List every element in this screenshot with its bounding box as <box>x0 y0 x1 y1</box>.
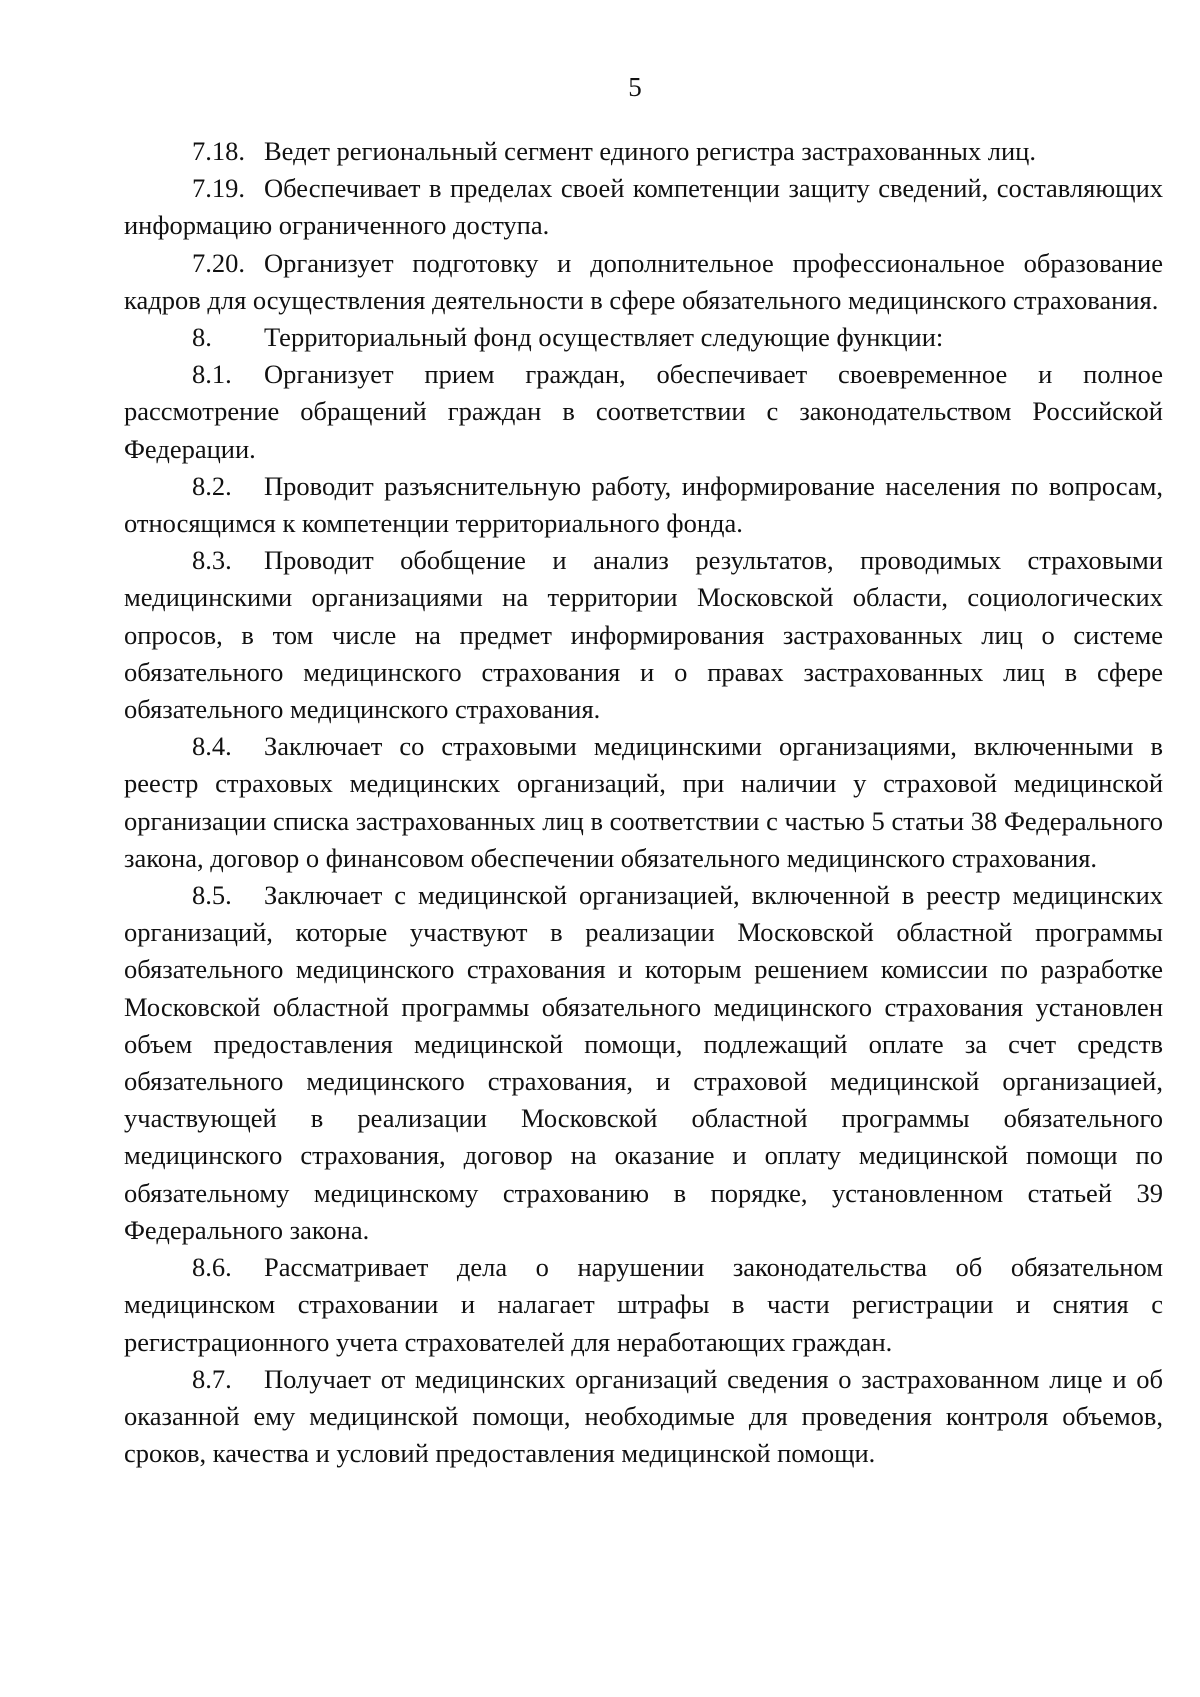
paragraph-number: 7.20. <box>192 247 245 278</box>
paragraph-8-4 <box>124 728 1163 877</box>
paragraph-number: 8.6. <box>192 1252 232 1283</box>
paragraph-number: 8.4. <box>192 731 232 762</box>
paragraph-number: 7.18. <box>192 136 245 166</box>
paragraph-text: Заключает со страховыми медицинскими организациями, включенными в реестр страховых медицинских организаций, при наличии у страховой медицинской организации списка застрахованных лиц в соответствии с частью 5 статьи 38 Федерального закона, договор о финансовом обеспечении обязательного медицинского страхования. <box>124 731 1163 873</box>
paragraph-text: Организует подготовку и дополнительное профессиональное образование кадров для осуществления деятельности в сфере обязательного медицинского страхования. <box>124 247 1163 315</box>
paragraph-8-2 <box>124 468 1163 542</box>
paragraph-8-1 <box>124 356 1163 468</box>
paragraph-number: 8.1. <box>192 359 232 390</box>
document-body <box>124 133 1163 1472</box>
paragraph-8-7 <box>124 1361 1163 1473</box>
paragraph-number: 8.5. <box>192 880 232 911</box>
paragraph-text: Проводит обобщение и анализ результатов, проводимых страховыми медицинскими организациями на территории Московской области, социологических опросов, в том числе на предмет информирования застрахованных лиц о системе обязательного медицинского страхования и о правах застрахованных лиц в сфере обязательного медицинского страхования. <box>124 545 1163 725</box>
paragraph-7-19 <box>124 170 1163 244</box>
paragraph-text: Получает от медицинских организаций сведения о застрахованном лице и об оказанной ему медицинской помощи, необходимые для проведения контроля объемов, сроков, качества и условий предоставления медицинской помощи. <box>124 1363 1163 1469</box>
paragraph-number: 8.7. <box>192 1363 232 1394</box>
paragraph-8-5 <box>124 877 1163 1249</box>
paragraph-number: 8.2. <box>192 470 232 501</box>
paragraph-text: Ведет региональный сегмент единого регистра застрахованных лиц. <box>264 136 1036 166</box>
paragraph-text: Организует прием граждан, обеспечивает своевременное и полное рассмотрение обращений граждан в соответствии с законодательством Российской Федерации. <box>124 359 1163 464</box>
paragraph-8-3 <box>124 542 1163 728</box>
paragraph-text: Проводит разъяснительную работу, информирование населения по вопросам, относящимся к компетенции территориального фонда. <box>124 470 1163 539</box>
paragraph-text: Заключает с медицинской организацией, включенной в реестр медицинских организаций, которые участвуют в реализации Московской областной программы обязательного медицинского страхования и которым решением комиссии по разработке Московской областной программы обязательного медицинского страхования установлен объем предоставления медицинской помощи, подлежащий оплате за счет средств обязательного медицинского страхования, и страховой медицинской организацией, участвующей в реализации Московской областной программы обязательного медицинского страхования, договор на оказание и оплату медицинской помощи по обязательному медицинскому страхованию в порядке, установленном статьей 39 Федерального закона. <box>124 880 1163 1245</box>
paragraph-number: 8. <box>192 322 212 353</box>
page-number: 5 <box>628 72 642 102</box>
paragraph-number: 8.3. <box>192 545 232 576</box>
paragraph-text: Рассматривает дела о нарушении законодательства об обязательном медицинском страховании и налагает штрафы в части регистрации и снятия с регистрационного учета страхователей для неработающих граждан. <box>124 1252 1163 1357</box>
paragraph-number: 7.19. <box>192 173 245 204</box>
paragraph-8 <box>124 319 1163 356</box>
paragraph-text: Обеспечивает в пределах своей компетенции защиту сведений, составляющих информацию ограниченного доступа. <box>124 173 1163 241</box>
paragraph-text: Территориальный фонд осуществляет следующие функции: <box>264 322 944 353</box>
paragraph-8-6 <box>124 1249 1163 1361</box>
paragraph-7-20 <box>124 245 1163 319</box>
paragraph-7-18 <box>124 133 1163 170</box>
